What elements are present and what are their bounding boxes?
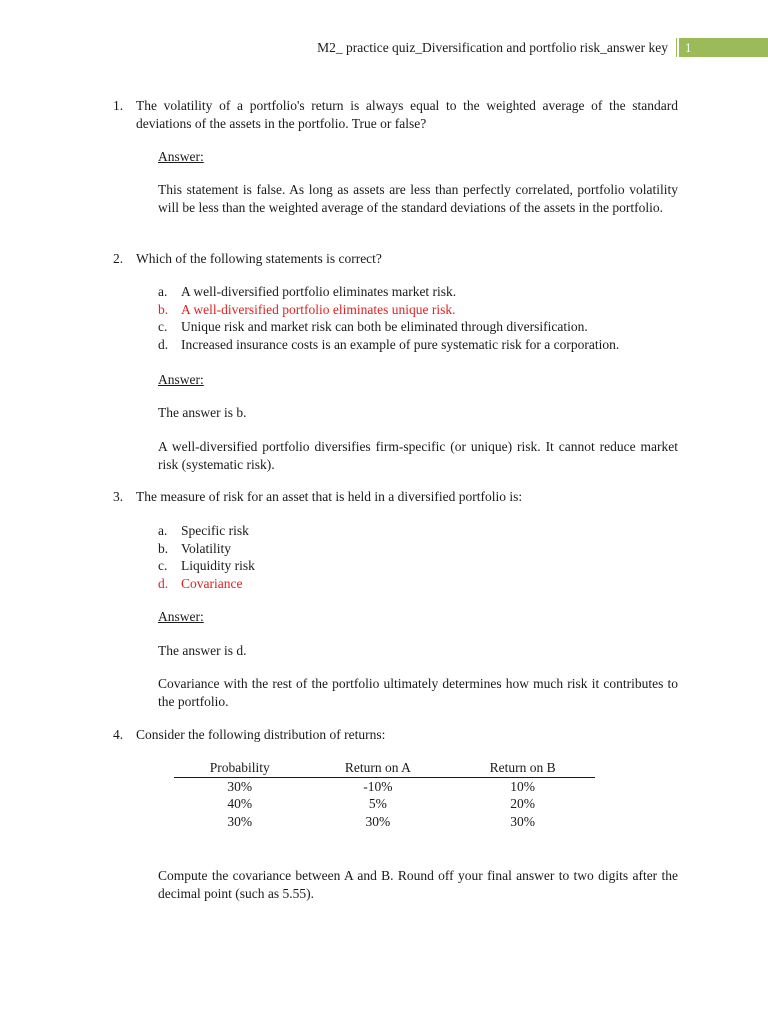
option-text: Unique risk and market risk can both be eliminated through diversification.: [181, 319, 588, 334]
options-list: [158, 283, 678, 353]
table-cell: 30%: [227, 778, 253, 794]
option-letter: b.: [158, 540, 169, 556]
option-text: A well-diversified portfolio eliminates unique risk.: [181, 301, 456, 317]
table-cell: -10%: [363, 778, 393, 794]
answer-statement: The answer is b.: [158, 405, 247, 420]
option-text: Liquidity risk: [181, 558, 255, 573]
question-text: Consider the following distribution of returns:: [136, 727, 386, 742]
answer-label: Answer:: [158, 609, 204, 624]
table-cell: 10%: [510, 778, 536, 794]
option-letter: c.: [158, 319, 168, 334]
question-number: 3.: [113, 489, 124, 504]
question-2: [113, 250, 678, 268]
column-header: Return on A: [306, 758, 451, 777]
table-row: [174, 813, 595, 831]
question-4: [113, 726, 678, 744]
answer-label: Answer:: [158, 149, 204, 164]
option-letter: d.: [158, 575, 169, 591]
option-b: [158, 540, 678, 558]
instruction-text: Compute the covariance between A and B. Round off your final answer to two digits after the decimal point (such as 5.55).: [158, 868, 678, 901]
table-header-row: [174, 758, 595, 777]
question-text: The measure of risk for an asset that is held in a diversified portfolio is:: [136, 489, 523, 504]
option-a: [158, 283, 678, 301]
option-a: [158, 522, 678, 540]
question-1: [113, 97, 678, 132]
option-text: Volatility: [181, 540, 232, 556]
question-3: [113, 488, 678, 506]
answer-explanation: Covariance with the rest of the portfolio ultimately determines how much risk it contributes to the portfolio.: [158, 676, 678, 709]
answer-explanation: A well-diversified portfolio diversifies firm-specific (or unique) risk. It cannot reduce market risk (systematic risk).: [158, 439, 678, 472]
document-title: M2_ practice quiz_Diversification and portfolio risk_answer key: [317, 40, 668, 55]
option-c: [158, 557, 678, 575]
question-number: 1.: [113, 98, 124, 113]
column-header: Probability: [174, 758, 306, 777]
question-text: The volatility of a portfolio's return is always equal to the weighted average of the standard deviations of the assets in the portfolio. True or false?: [136, 98, 678, 131]
table-cell: 20%: [510, 796, 536, 811]
page-number-badge: 1: [679, 38, 768, 57]
option-letter: d.: [158, 336, 169, 352]
option-letter: b.: [158, 301, 169, 317]
table-cell: 5%: [368, 796, 387, 811]
option-c: [158, 318, 678, 336]
option-text: Specific risk: [181, 523, 249, 538]
table-row: [174, 777, 595, 795]
option-b-correct: [158, 301, 678, 319]
question-text: Which of the following statements is correct?: [136, 251, 382, 266]
page-header: [0, 38, 768, 58]
table-cell: 30%: [510, 813, 536, 829]
option-d-correct: [158, 575, 678, 593]
table-cell: 30%: [365, 813, 391, 829]
option-text: A well-diversified portfolio eliminates market risk.: [181, 284, 457, 299]
answer-label: Answer:: [158, 372, 204, 387]
returns-distribution-table: [174, 758, 595, 830]
answer-statement: The answer is d.: [158, 643, 247, 658]
option-letter: c.: [158, 558, 168, 573]
options-list: [158, 522, 678, 592]
table-row: [174, 795, 595, 813]
option-d: [158, 336, 678, 354]
answer-explanation: This statement is false. As long as assets are less than perfectly correlated, portfolio volatility will be less than the weighted average of the standard deviations of the assets in the portfolio.: [158, 182, 678, 215]
table-cell: 40%: [227, 796, 253, 811]
table-cell: 30%: [227, 813, 253, 829]
option-text: Covariance: [181, 575, 243, 591]
question-number: 4.: [113, 727, 124, 742]
option-text: Increased insurance costs is an example of pure systematic risk for a corporation.: [181, 336, 620, 352]
option-letter: a.: [158, 523, 168, 538]
column-header: Return on B: [450, 758, 595, 777]
option-letter: a.: [158, 284, 168, 299]
question-number: 2.: [113, 251, 124, 266]
